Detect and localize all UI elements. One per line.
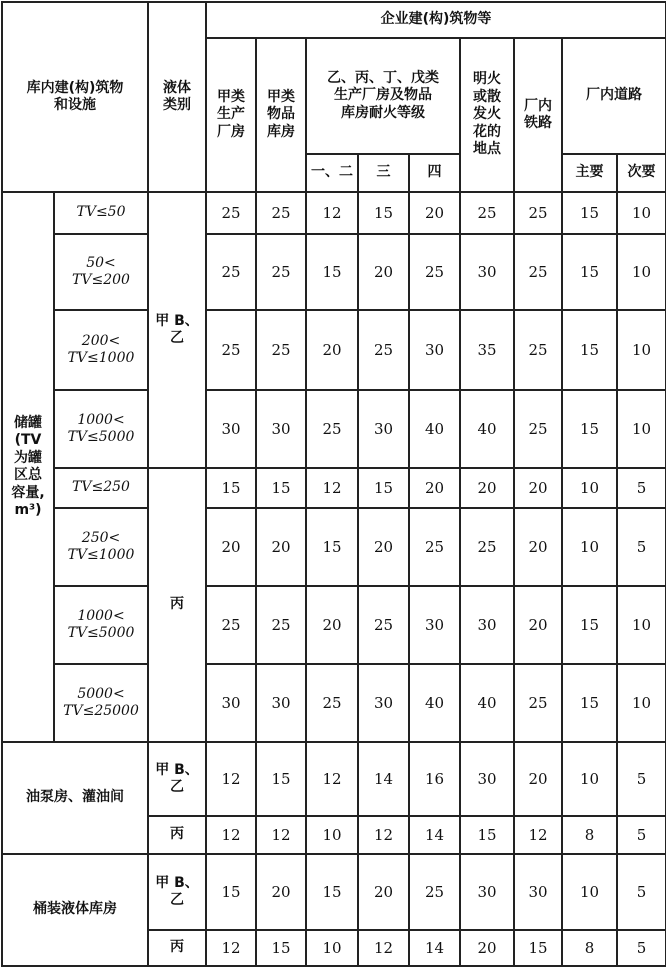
cell-value: 15 — [206, 854, 256, 930]
cell-value: 12 — [306, 468, 358, 508]
cell-value: 20 — [514, 586, 562, 664]
cell-value: 20 — [358, 508, 409, 586]
header-jia-warehouse: 甲类 物品 库房 — [256, 38, 306, 192]
cell-value: 30 — [358, 390, 409, 468]
cell-value: 25 — [256, 192, 306, 234]
fire-distance-table — [1, 1, 666, 967]
cell-value: 30 — [256, 664, 306, 742]
cell-value: 20 — [514, 742, 562, 816]
row-label: 1000< TV≤5000 — [54, 390, 148, 468]
cell-value: 20 — [409, 192, 460, 234]
cell-value: 5 — [617, 742, 666, 816]
cell-value: 10 — [562, 854, 617, 930]
cell-value: 25 — [306, 664, 358, 742]
cell-value: 20 — [256, 508, 306, 586]
cell-value: 35 — [460, 310, 514, 390]
row-label: 5000< TV≤25000 — [54, 664, 148, 742]
group-tank: 储罐 (TV 为罐 区总 容量, m³) — [2, 192, 54, 742]
class-bing: 丙 — [148, 468, 206, 742]
table-row — [2, 192, 666, 234]
header-railway: 厂内 铁路 — [514, 38, 562, 192]
cell-value: 20 — [358, 234, 409, 310]
header-yi-bing-group: 乙、丙、丁、戊类 生产厂房及物品 库房耐火等级 — [306, 38, 460, 154]
cell-value: 10 — [562, 508, 617, 586]
cell-value: 14 — [358, 742, 409, 816]
cell-value: 12 — [514, 816, 562, 854]
header-road-secondary: 次要 — [617, 154, 666, 192]
cell-value: 15 — [562, 234, 617, 310]
cell-value: 10 — [617, 234, 666, 310]
cell-value: 10 — [617, 664, 666, 742]
cell-value: 25 — [514, 234, 562, 310]
cell-value: 15 — [256, 930, 306, 966]
header-grade-1-2: 一、二 — [306, 154, 358, 192]
cell-value: 40 — [409, 664, 460, 742]
cell-value: 40 — [409, 390, 460, 468]
table-row — [2, 310, 666, 390]
cell-value: 40 — [460, 664, 514, 742]
cell-value: 30 — [358, 664, 409, 742]
cell-value: 25 — [206, 586, 256, 664]
class-jia-b-yi: 甲 B、 乙 — [148, 854, 206, 930]
cell-value: 20 — [460, 930, 514, 966]
cell-value: 10 — [617, 192, 666, 234]
class-bing: 丙 — [148, 816, 206, 854]
cell-value: 16 — [409, 742, 460, 816]
cell-value: 25 — [358, 310, 409, 390]
cell-value: 12 — [206, 816, 256, 854]
row-label: 250< TV≤1000 — [54, 508, 148, 586]
cell-value: 20 — [256, 854, 306, 930]
cell-value: 10 — [306, 816, 358, 854]
cell-value: 15 — [306, 854, 358, 930]
header-liquid-class: 液体 类别 — [148, 2, 206, 192]
cell-value: 25 — [206, 234, 256, 310]
cell-value: 5 — [617, 816, 666, 854]
header-grade-4: 四 — [409, 154, 460, 192]
cell-value: 10 — [617, 390, 666, 468]
cell-value: 20 — [460, 468, 514, 508]
group-barrel: 桶装液体库房 — [2, 854, 148, 966]
cell-value: 25 — [514, 390, 562, 468]
cell-value: 25 — [206, 192, 256, 234]
class-jia-b-yi: 甲 B、 乙 — [148, 742, 206, 816]
cell-value: 20 — [306, 586, 358, 664]
header-road: 厂内道路 — [562, 38, 666, 154]
cell-value: 25 — [460, 192, 514, 234]
cell-value: 15 — [562, 664, 617, 742]
header-grade-3: 三 — [358, 154, 409, 192]
cell-value: 30 — [206, 664, 256, 742]
row-label: TV≤50 — [54, 192, 148, 234]
cell-value: 5 — [617, 468, 666, 508]
table-row — [2, 468, 666, 508]
cell-value: 20 — [306, 310, 358, 390]
row-label: 50< TV≤200 — [54, 234, 148, 310]
cell-value: 20 — [514, 468, 562, 508]
cell-value: 15 — [358, 192, 409, 234]
class-jia-b-yi: 甲 B、 乙 — [148, 192, 206, 468]
cell-value: 30 — [409, 586, 460, 664]
cell-value: 8 — [562, 930, 617, 966]
header-jia-factory: 甲类 生产 厂房 — [206, 38, 256, 192]
cell-value: 5 — [617, 930, 666, 966]
cell-value: 25 — [514, 310, 562, 390]
cell-value: 25 — [358, 586, 409, 664]
cell-value: 15 — [562, 310, 617, 390]
class-bing: 丙 — [148, 930, 206, 966]
table-row — [2, 586, 666, 664]
header-road-main: 主要 — [562, 154, 617, 192]
cell-value: 15 — [562, 586, 617, 664]
cell-value: 25 — [256, 310, 306, 390]
cell-value: 30 — [514, 854, 562, 930]
cell-value: 25 — [206, 310, 256, 390]
cell-value: 12 — [206, 742, 256, 816]
cell-value: 20 — [514, 508, 562, 586]
cell-value: 14 — [409, 816, 460, 854]
cell-value: 30 — [409, 310, 460, 390]
cell-value: 15 — [562, 192, 617, 234]
cell-value: 30 — [206, 390, 256, 468]
cell-value: 14 — [409, 930, 460, 966]
cell-value: 5 — [617, 508, 666, 586]
cell-value: 25 — [514, 664, 562, 742]
cell-value: 12 — [306, 192, 358, 234]
row-label: 1000< TV≤5000 — [54, 586, 148, 664]
cell-value: 10 — [617, 586, 666, 664]
cell-value: 25 — [514, 192, 562, 234]
cell-value: 15 — [256, 468, 306, 508]
table-row — [2, 854, 666, 930]
cell-value: 15 — [514, 930, 562, 966]
table-row — [2, 234, 666, 310]
cell-value: 5 — [617, 854, 666, 930]
cell-value: 25 — [409, 234, 460, 310]
cell-value: 10 — [306, 930, 358, 966]
cell-value: 10 — [617, 310, 666, 390]
cell-value: 10 — [562, 468, 617, 508]
table-row — [2, 742, 666, 816]
cell-value: 40 — [460, 390, 514, 468]
cell-value: 12 — [256, 816, 306, 854]
cell-value: 25 — [409, 508, 460, 586]
cell-value: 15 — [562, 390, 617, 468]
header-enterprise: 企业建(构)筑物等 — [206, 2, 666, 38]
header-facility: 库内建(构)筑物 和设施 — [2, 2, 148, 192]
cell-value: 12 — [358, 816, 409, 854]
cell-value: 15 — [256, 742, 306, 816]
cell-value: 25 — [306, 390, 358, 468]
cell-value: 15 — [206, 468, 256, 508]
cell-value: 30 — [460, 234, 514, 310]
cell-value: 8 — [562, 816, 617, 854]
cell-value: 25 — [256, 586, 306, 664]
cell-value: 15 — [306, 508, 358, 586]
cell-value: 30 — [460, 586, 514, 664]
group-pump: 油泵房、灌油间 — [2, 742, 148, 854]
cell-value: 30 — [256, 390, 306, 468]
row-label: 200< TV≤1000 — [54, 310, 148, 390]
table-row — [2, 664, 666, 742]
cell-value: 15 — [358, 468, 409, 508]
cell-value: 15 — [306, 234, 358, 310]
table-row — [2, 508, 666, 586]
cell-value: 30 — [460, 742, 514, 816]
row-label: TV≤250 — [54, 468, 148, 508]
cell-value: 20 — [409, 468, 460, 508]
cell-value: 30 — [460, 854, 514, 930]
cell-value: 25 — [256, 234, 306, 310]
cell-value: 20 — [358, 854, 409, 930]
cell-value: 12 — [206, 930, 256, 966]
cell-value: 25 — [409, 854, 460, 930]
cell-value: 12 — [306, 742, 358, 816]
cell-value: 25 — [460, 508, 514, 586]
header-open-fire: 明火 或散 发火 花的 地点 — [460, 38, 514, 192]
cell-value: 20 — [206, 508, 256, 586]
cell-value: 12 — [358, 930, 409, 966]
table-row — [2, 390, 666, 468]
cell-value: 15 — [460, 816, 514, 854]
cell-value: 10 — [562, 742, 617, 816]
